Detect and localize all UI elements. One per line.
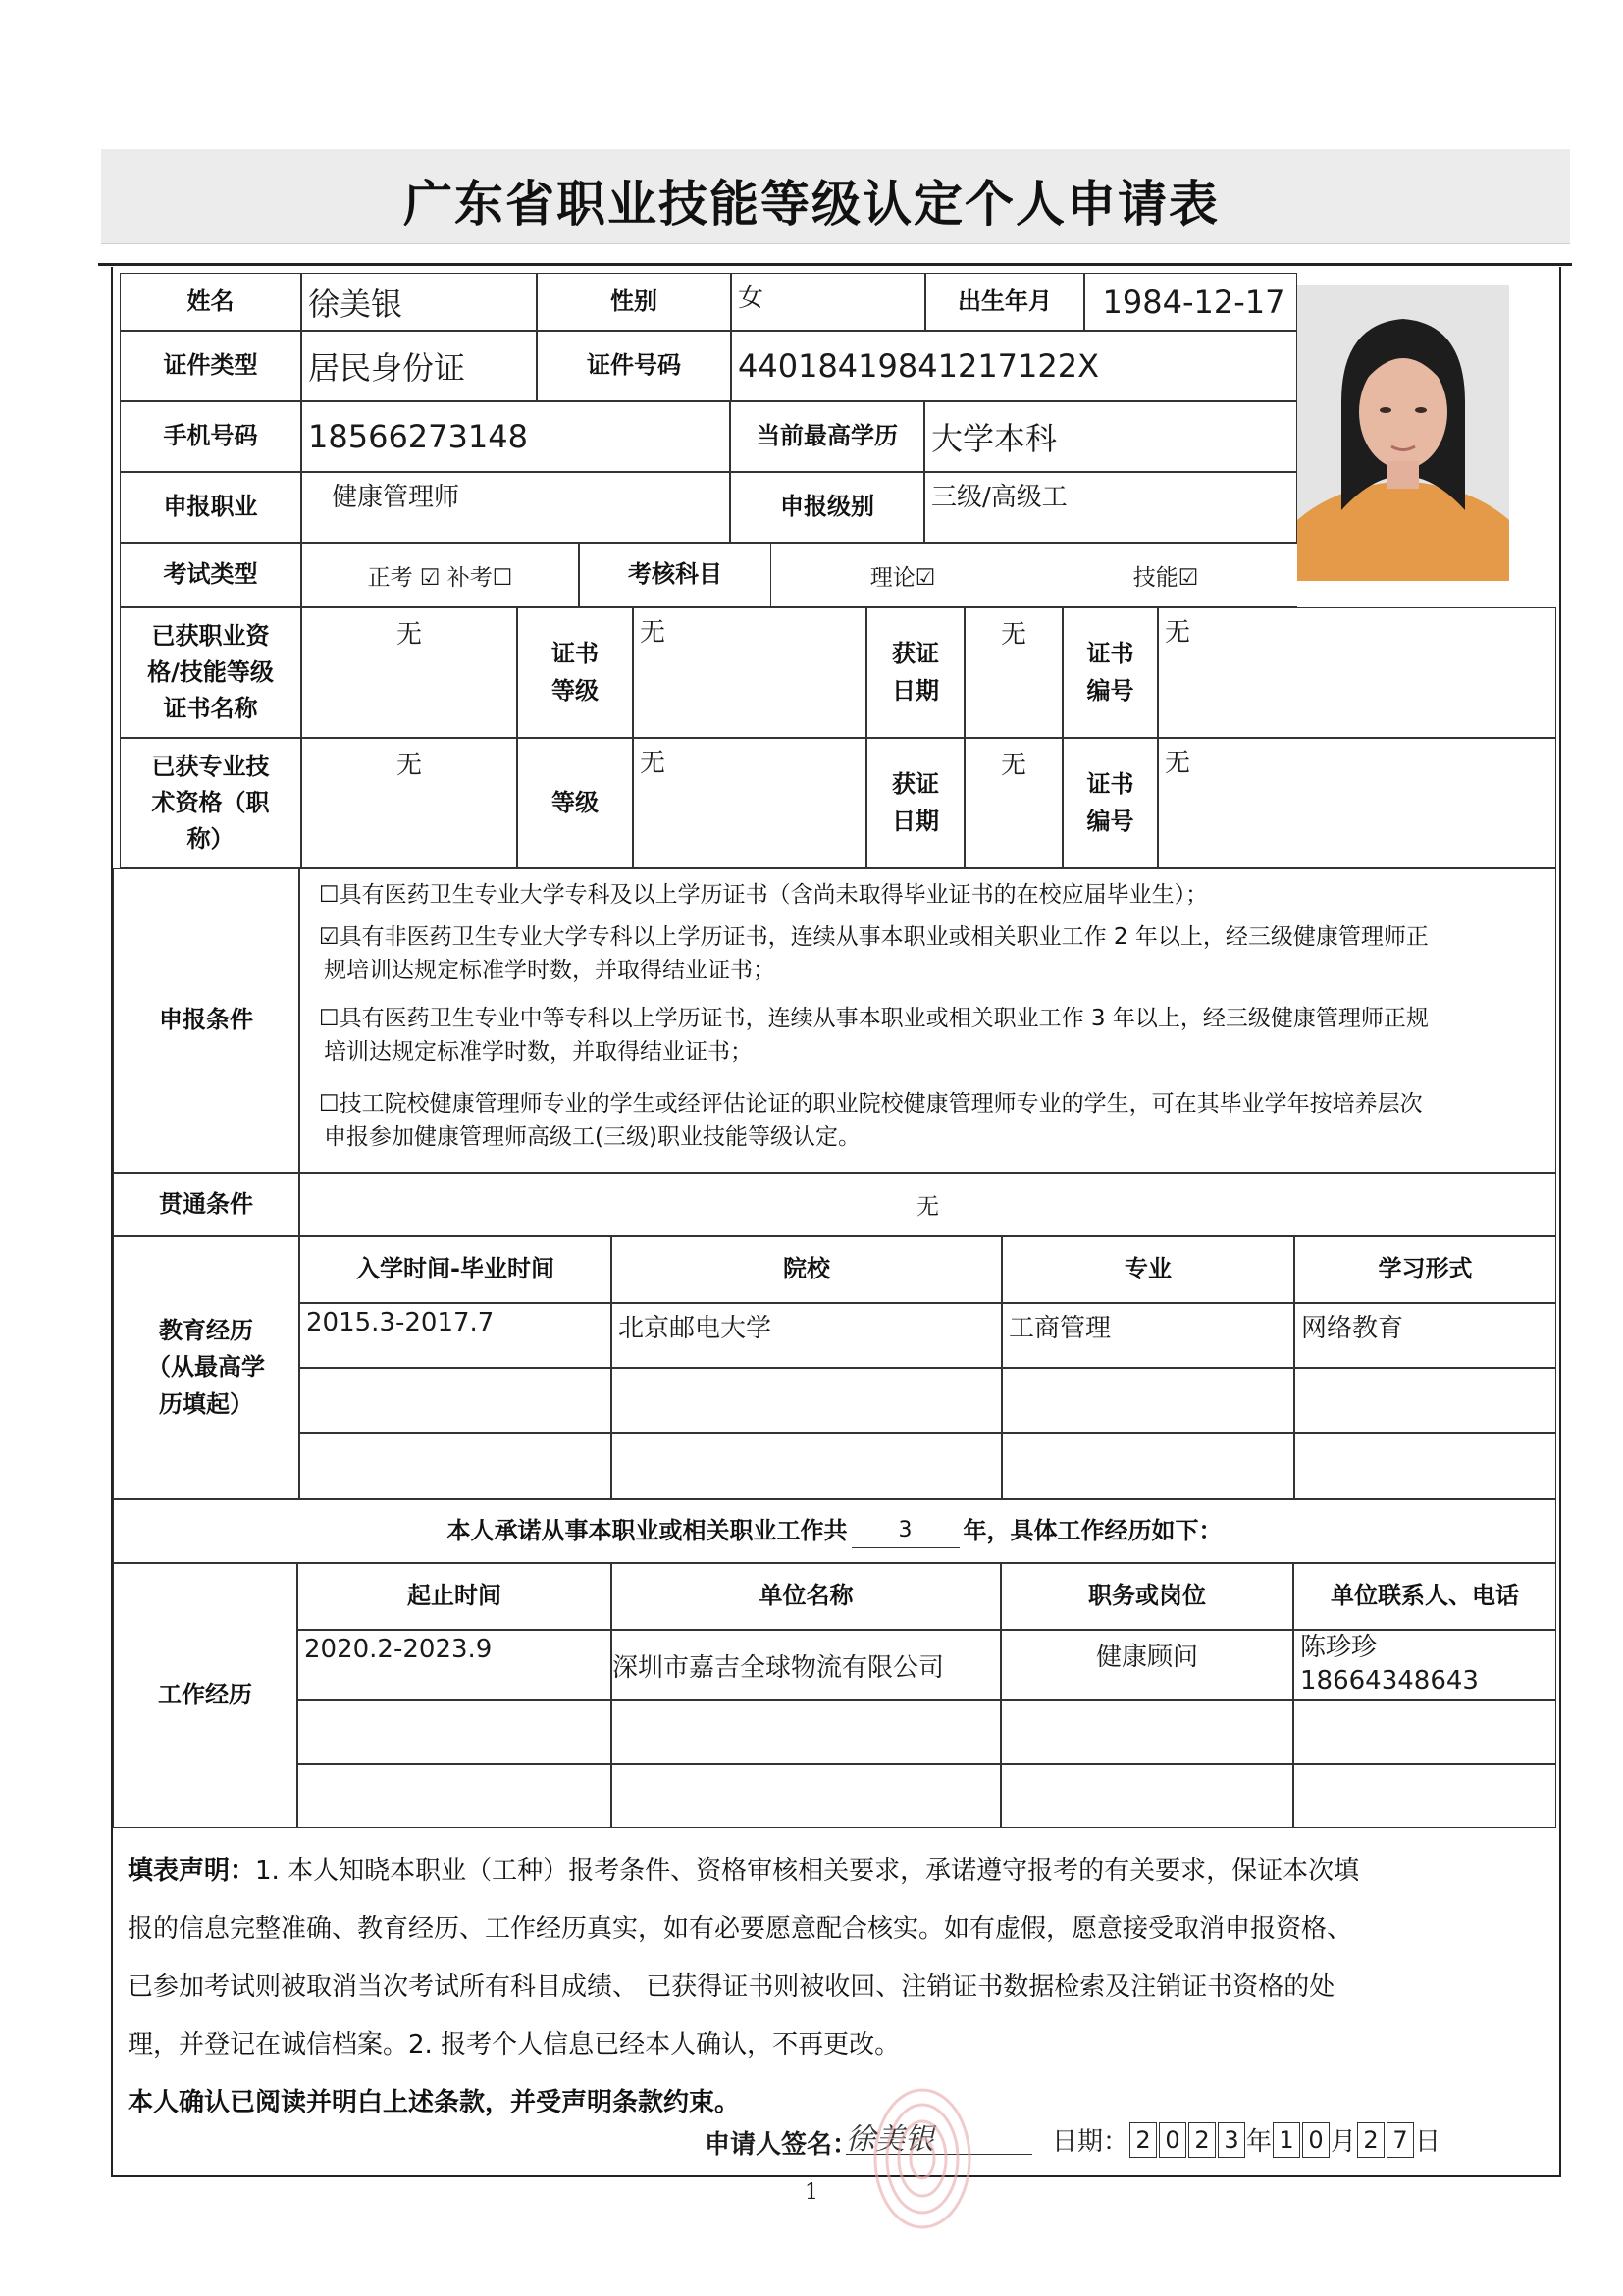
cert2-grade: 无 (633, 738, 866, 868)
exam-subjects (771, 543, 1297, 607)
condition-2a: ☑具有非医药卫生专业大学专科以上学历证书，连续从事本职业或相关职业工作 2 年以上，经三级健康管理师正 (319, 924, 1429, 950)
year-digit-2: 0 (1159, 2122, 1186, 2158)
condition-1: ☐具有医药卫生专业大学专科及以上学历证书（含尚未取得毕业证书的在校应届毕业生）； (319, 882, 1209, 908)
occupation-value: 健康管理师 (301, 472, 730, 543)
education-label (113, 1236, 299, 1499)
birth-value: 1984-12-17 (1084, 273, 1297, 331)
birth-label: 出生年月 (925, 273, 1084, 331)
edu-row3-major (1002, 1433, 1294, 1499)
cert1-label-text: 已获职业资格/技能等级证书名称 (147, 621, 274, 723)
signature-label: 申请人签名： (705, 2130, 859, 2160)
through-label: 贯通条件 (113, 1173, 299, 1236)
gender-label: 性别 (537, 273, 731, 331)
condition-4a: ☐技工院校健康管理师专业的学生或经评估论证的职业院校健康管理师专业的学生，可在其毕业学年按培养层次 (319, 1091, 1423, 1117)
phone-value: 18566273148 (301, 401, 730, 472)
edu-row1-major: 工商管理 (1002, 1303, 1294, 1368)
exam-type-value: 正考 ☑ 补考☐ (301, 543, 579, 607)
work-row1-company: 深圳市嘉吉全球物流有限公司 (611, 1630, 1001, 1700)
work-row1-contact-name: 陈珍珍 (1300, 1633, 1378, 1662)
edu-row1-period: 2015.3-2017.7 (299, 1303, 611, 1368)
year-digit-3: 2 (1188, 2122, 1216, 2158)
id-type-value: 居民身份证 (301, 331, 537, 401)
cert1-no: 无 (1158, 607, 1556, 738)
edu-label: 当前最高学历 (730, 401, 924, 472)
declaration-line-3: 已参加考试则被取消当次考试所有科目成绩、 已获得证书则被收回、注销证书数据检索及注销证书资格的处 (128, 1972, 1335, 2002)
edu-header-period: 入学时间-毕业时间 (299, 1236, 611, 1303)
level-value: 三级/高级工 (924, 472, 1297, 543)
cert1-grade: 无 (633, 607, 866, 738)
cert1-date: 无 (965, 607, 1063, 738)
id-type-label: 证件类型 (120, 331, 301, 401)
edu-row2-school (611, 1368, 1002, 1433)
edu-row1-form: 网络教育 (1294, 1303, 1556, 1368)
work-header-contact: 单位联系人、电话 (1293, 1563, 1556, 1630)
work-row1-contact-phone: 18664348643 (1300, 1666, 1479, 1696)
commit-prefix: 本人承诺从事本职业或相关职业工作共 (446, 1516, 848, 1544)
occupation-label: 申报职业 (120, 472, 301, 543)
cert1-grade-label (517, 607, 633, 738)
cert1-grade-label-text: 证书等级 (551, 640, 599, 704)
commit-suffix: 年，具体工作经历如下： (963, 1516, 1223, 1544)
applicant-photo (1297, 285, 1509, 581)
year-unit: 年 (1246, 2127, 1273, 2157)
work-header-company: 单位名称 (611, 1563, 1001, 1630)
phone-label: 手机号码 (120, 401, 301, 472)
exam-subject-label: 考核科目 (579, 543, 771, 607)
day-unit: 日 (1415, 2127, 1441, 2157)
cert2-name: 无 (301, 738, 517, 868)
name-value: 徐美银 (301, 273, 537, 331)
edu-header-form: 学习形式 (1294, 1236, 1556, 1303)
work-row3-contact (1293, 1764, 1556, 1828)
year-digit-1: 2 (1129, 2122, 1157, 2158)
name-label: 姓名 (120, 273, 301, 331)
declaration-line-2: 报的信息完整准确、教育经历、工作经历真实，如有必要愿意配合核实。如有虚假，愿意接受取消申报资格、 (128, 1914, 1353, 1944)
declaration-line-1 (128, 1843, 1541, 1901)
work-row2-company (611, 1700, 1001, 1764)
month-unit: 月 (1331, 2127, 1357, 2157)
cert2-label-text: 已获专业技术资格（职称） (151, 752, 270, 854)
cert2-no-label (1063, 738, 1158, 868)
work-row2-contact (1293, 1700, 1556, 1764)
cert1-no-label (1063, 607, 1158, 738)
edu-header-major: 专业 (1002, 1236, 1294, 1303)
theory-checkbox: 理论☑ (869, 564, 936, 591)
top-rule (98, 263, 1572, 266)
through-value: 无 (299, 1173, 1556, 1236)
date-label: 日期： (1052, 2127, 1129, 2157)
work-row1-contact (1293, 1630, 1556, 1700)
work-row3-company (611, 1764, 1001, 1828)
signature-name: 徐美银 (846, 2114, 1032, 2155)
work-row1-period: 2020.2-2023.9 (297, 1630, 611, 1700)
commitment-row (113, 1499, 1556, 1563)
sign-date (1052, 2121, 1440, 2158)
condition-4b: 申报参加健康管理师高级工(三级)职业技能等级认定。 (324, 1124, 861, 1150)
page-number: 1 (805, 2180, 818, 2205)
edu-row3-period (299, 1433, 611, 1499)
cert1-label (120, 607, 301, 738)
declaration-line-4: 理，并登记在诚信档案。2. 报考个人信息已经本人确认，不再更改。 (128, 2030, 901, 2060)
cert2-grade-label: 等级 (517, 738, 633, 868)
level-label: 申报级别 (730, 472, 924, 543)
work-row2-period (297, 1700, 611, 1764)
cert1-date-label-text: 获证日期 (892, 640, 939, 704)
declaration-confirm: 本人确认已阅读并明白上述条款，并受声明条款约束。 (128, 2088, 741, 2117)
day-digit-2: 7 (1387, 2122, 1414, 2158)
cert1-no-label-text: 证书编号 (1086, 640, 1134, 704)
conditions-label: 申报条件 (113, 868, 299, 1173)
edu-header-school: 院校 (611, 1236, 1002, 1303)
cert2-no: 无 (1158, 738, 1556, 868)
fingerprint-icon (864, 2080, 981, 2237)
cert1-date-label (866, 607, 965, 738)
work-header-position: 职务或岗位 (1001, 1563, 1293, 1630)
commit-years: 3 (852, 1514, 960, 1548)
edu-row2-major (1002, 1368, 1294, 1433)
gender-value: 女 (731, 273, 925, 331)
cert2-date-label-text: 获证日期 (892, 770, 939, 835)
work-header-period: 起止时间 (297, 1563, 611, 1630)
work-row3-position (1001, 1764, 1293, 1828)
work-label: 工作经历 (113, 1563, 297, 1828)
cert2-label (120, 738, 301, 868)
edu-value: 大学本科 (924, 401, 1297, 472)
work-row2-position (1001, 1700, 1293, 1764)
cert2-date: 无 (965, 738, 1063, 868)
form-title: 广东省职业技能等级认定个人申请表 (403, 176, 1220, 233)
work-row1-position: 健康顾问 (1001, 1630, 1293, 1700)
day-digit-1: 2 (1357, 2122, 1385, 2158)
edu-row3-school (611, 1433, 1002, 1499)
year-digit-4: 3 (1218, 2122, 1245, 2158)
condition-3b: 培训达规定标准学时数，并取得结业证书； (324, 1039, 753, 1065)
skill-checkbox: 技能☑ (1132, 564, 1199, 591)
id-no-label: 证件号码 (537, 331, 731, 401)
id-no-value: 44018419841217122X (731, 331, 1297, 401)
condition-2b: 规培训达规定标准学时数，并取得结业证书； (324, 958, 775, 983)
declaration-text-1: 1. 本人知晓本职业（工种）报考条件、资格审核相关要求，承诺遵守报考的有关要求，保证本次填 (255, 1856, 1360, 1886)
edu-row2-period (299, 1368, 611, 1433)
edu-row1-school: 北京邮电大学 (611, 1303, 1002, 1368)
edu-row2-form (1294, 1368, 1556, 1433)
edu-row3-form (1294, 1433, 1556, 1499)
cert2-no-label-text: 证书编号 (1086, 770, 1134, 835)
declaration-head: 填表声明： (128, 1856, 256, 1886)
condition-3a: ☐具有医药卫生专业中等专科以上学历证书，连续从事本职业或相关职业工作 3 年以上，经三级健康管理师正规 (319, 1006, 1429, 1031)
month-digit-2: 0 (1302, 2122, 1330, 2158)
month-digit-1: 1 (1273, 2122, 1300, 2158)
work-row3-period (297, 1764, 611, 1828)
exam-type-label: 考试类型 (120, 543, 301, 607)
education-label-text: 教育经历（从最高学历填起） (147, 1317, 265, 1418)
cert2-date-label (866, 738, 965, 868)
cert1-name: 无 (301, 607, 517, 738)
